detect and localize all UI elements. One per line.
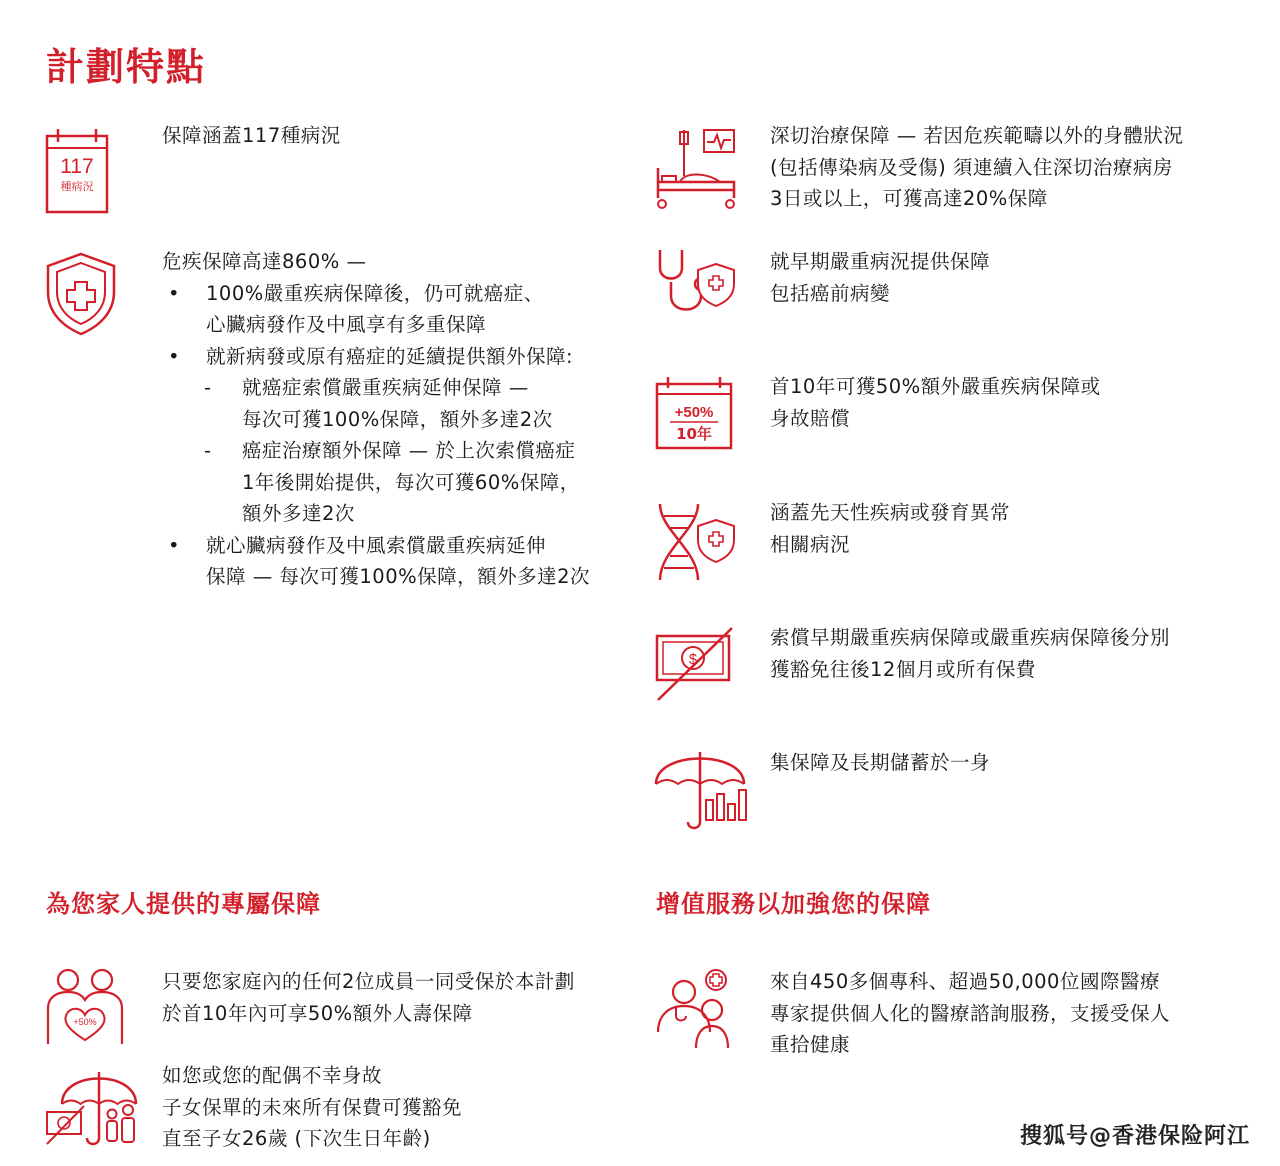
savings-benefit-text: 集保障及長期儲蓄於一身 bbox=[770, 751, 991, 774]
congenital-benefit-text: 涵蓋先天性疾病或發育異常 相關病況 bbox=[770, 501, 1011, 556]
sub-bullet-item: - 就癌症索償嚴重疾病延伸保障 — 每次可獲100%保障，額外多達2次 bbox=[162, 372, 590, 435]
svg-text:10年: 10年 bbox=[676, 425, 712, 443]
money-waived-icon bbox=[654, 624, 738, 704]
shield-cross-icon bbox=[44, 250, 118, 336]
critical-illness-heading: 危疾保障高達860% — bbox=[162, 250, 367, 273]
svg-text:+50%: +50% bbox=[73, 1017, 97, 1027]
bullet-item: • 就新病發或原有癌症的延續提供額外保障: bbox=[162, 341, 590, 373]
feature-117-conditions-text: 保障涵蓋117種病況 bbox=[162, 124, 341, 147]
child-premium-waiver-text: 如您或您的配偶不幸身故 子女保單的未來所有保費可獲豁免 直至子女26歲 (下次生日年齡) bbox=[162, 1064, 463, 1150]
umbrella-chart-icon bbox=[652, 744, 748, 830]
icu-benefit-text: 深切治療保障 — 若因危疾範疇以外的身體狀況 (包括傳染病及受傷) 須連續入住深切治療病房 3日或以上，可獲高達20%保障 bbox=[770, 124, 1184, 210]
stethoscope-shield-icon bbox=[654, 246, 738, 324]
dna-shield-icon bbox=[654, 500, 738, 582]
family-bonus-text: 只要您家庭內的任何2位成員一同受保於本計劃 於首10年內可享50%額外人壽保障 bbox=[162, 970, 575, 1025]
svg-text:117: 117 bbox=[60, 155, 94, 178]
premium-waiver-text: 索償早期嚴重疾病保障或嚴重疾病保障後分別 獲豁免往後12個月或所有保費 bbox=[770, 626, 1171, 681]
medical-consult-text: 來自450多個專科、超過50,000位國際醫療 專家提供個人化的醫療諮詢服務，支援受保人 重拾健康 bbox=[770, 970, 1171, 1056]
doctor-consult-icon bbox=[654, 966, 754, 1050]
early-stage-benefit-text: 就早期嚴重病況提供保障 包括癌前病變 bbox=[770, 250, 991, 305]
svg-text:$: $ bbox=[688, 651, 698, 668]
svg-text:+50%: +50% bbox=[674, 404, 714, 421]
calendar-plus-icon bbox=[654, 374, 734, 452]
calendar-117-icon bbox=[44, 126, 110, 216]
bullet-item: • 100%嚴重疾病保障後，仍可就癌症、 心臟病發作及中風享有多重保障 bbox=[162, 278, 590, 341]
page-title: 計劃特點 bbox=[46, 45, 207, 89]
sub-bullet-item: - 癌症治療額外保障 — 於上次索償癌症 1年後開始提供，每次可獲60%保障， 額外多達2次 bbox=[162, 435, 590, 530]
umbrella-family-icon bbox=[44, 1066, 140, 1148]
first-10-years-benefit-text: 首10年可獲50%額外嚴重疾病保障或 身故賠償 bbox=[770, 375, 1101, 430]
hospital-bed-icon bbox=[654, 126, 738, 210]
watermark: 搜狐号@香港保险阿江 bbox=[1019, 1124, 1250, 1149]
family-section-title: 為您家人提供的專屬保障 bbox=[46, 890, 321, 918]
bullet-item: • 就心臟病發作及中風索償嚴重疾病延伸 保障 — 每次可獲100%保障，額外多達2次 bbox=[162, 530, 590, 593]
critical-illness-block bbox=[162, 246, 590, 593]
couple-heart-icon bbox=[44, 966, 126, 1048]
service-section-title: 增值服務以加強您的保障 bbox=[656, 890, 931, 918]
svg-text:種病況: 種病況 bbox=[60, 180, 94, 193]
